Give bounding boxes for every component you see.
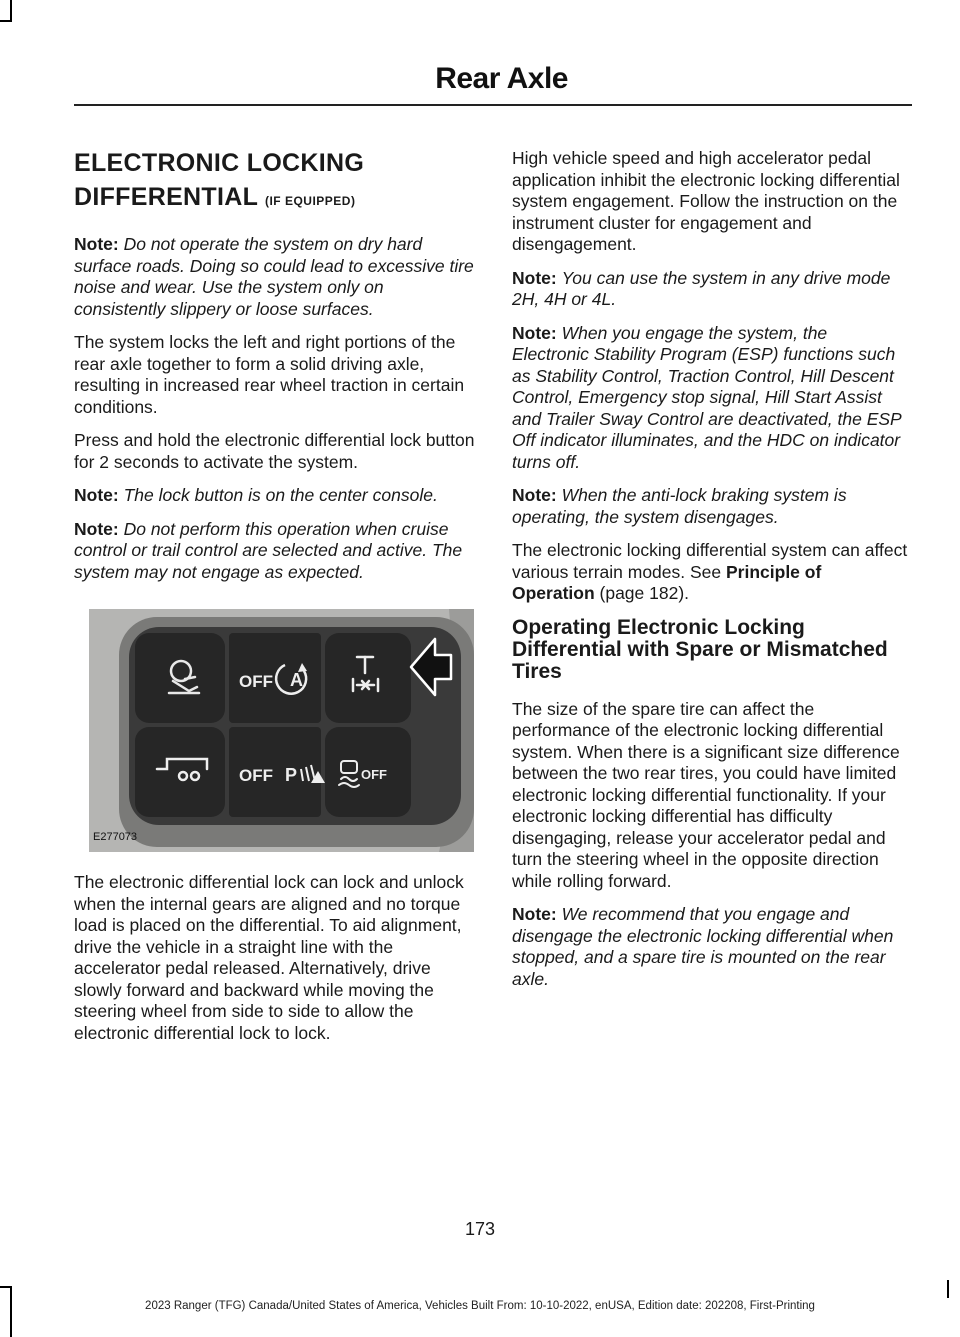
cross-reference-link[interactable]: Principle of Operation — [512, 561, 822, 603]
section-title-text: ELECTRONIC LOCKING DIFFERENTIAL — [74, 149, 365, 211]
note-text: Do not operate the system on dry hard surface roads. Doing so could lead to excessive tire noise and wear. Use the system only on consistently slippery or loose surfaces. — [74, 234, 474, 319]
paragraph: High vehicle speed and high accelerator pedal application inhibit the electronic locking differential system engagement. Follow the instruction on the instrument cluster for engagement and disengagement. — [512, 148, 900, 254]
paragraph-text: The electronic locking differential system can affect various terrain modes. See — [512, 540, 908, 582]
note — [74, 485, 476, 507]
note-text: Do not perform this operation when cruise control or trail control are selected and active. The system may not engage as expected. — [74, 518, 463, 582]
auto-stop-a-label: A — [290, 670, 303, 690]
note-label: Note: — [74, 234, 119, 254]
note-text: When the anti-lock braking system is operating, the system disengages. — [512, 485, 847, 527]
note — [74, 519, 476, 584]
crop-mark — [0, 1286, 12, 1288]
center-console-switch-figure — [89, 609, 474, 852]
crop-mark — [10, 0, 12, 22]
paragraph: The size of the spare tire can affect the performance of the electronic locking differential system. When there is a significant size difference between the two rear tires, you could have limited electronic locking differential functionality. If your electronic locking differential has difficulty disengaging, release your accelerator pedal and turn the steering wheel in the opposite direction while rolling forward. — [512, 698, 900, 891]
auto-stop-off-label: OFF — [239, 672, 273, 691]
note — [74, 234, 476, 320]
subheading: Operating Electronic Locking Differential with Spare or Mismatched Tires — [512, 615, 888, 683]
note — [512, 323, 908, 474]
page-number: 173 — [464, 1219, 496, 1239]
section-title-suffix: (IF EQUIPPED) — [264, 194, 356, 208]
section-title — [74, 146, 476, 218]
left-column — [74, 146, 476, 1056]
note-text: The lock button is on the center console. — [123, 485, 438, 505]
note-label: Note: — [74, 518, 119, 539]
paragraph — [512, 540, 908, 605]
note-label: Note: — [512, 322, 557, 343]
note-label: Note: — [74, 485, 119, 505]
note — [512, 268, 908, 311]
hill-descent-button[interactable] — [135, 633, 225, 723]
page-header-title: Rear Axle — [435, 62, 568, 95]
parking-off-label: OFF — [239, 766, 273, 785]
crop-mark — [947, 1280, 949, 1298]
right-column — [512, 148, 908, 1002]
note-text: When you engage the system, the Electronic Stability Program (ESP) functions such as Stability Control, Traction Control, Hill Descent Control, Emergency stop signal, Hill Start Assist and Trailer Sway Control are deactivated, the ESP Off indicator illuminates, and the HDC on indicator turns off. — [512, 322, 902, 472]
electronic-locking-differential-button[interactable] — [325, 633, 411, 723]
note-text: You can use the system in any drive mode 2H, 4H or 4L. — [512, 267, 891, 309]
page-reference: (page 182). — [594, 583, 690, 603]
traction-off-label: OFF — [361, 767, 387, 782]
parking-p-label: P — [285, 765, 298, 785]
header-rule — [74, 104, 912, 106]
figure-code: E277073 — [93, 830, 138, 843]
switch-panel-illustration — [89, 609, 474, 852]
paragraph: The system locks the left and right portions of the rear axle together to form a solid driving axle, resulting in increased rear wheel traction in certain conditions. — [74, 332, 465, 417]
note-label: Note: — [512, 485, 557, 505]
note-label: Note: — [512, 904, 557, 924]
note — [512, 904, 908, 990]
footer-text: 2023 Ranger (TFG) Canada/United States of America, Vehicles Built From: 10-10-2022, enUSA, Edition date: 202208, First-Printing — [145, 1300, 815, 1312]
crop-mark — [0, 20, 12, 22]
paragraph: Press and hold the electronic differential lock button for 2 seconds to activate the system. — [74, 430, 475, 472]
paragraph: The electronic differential lock can lock and unlock when the internal gears are aligned and no torque load is placed on the differential. To aid alignment, drive the vehicle in a straight line with the accelerator pedal released. Alternatively, drive slowly forward and backward while moving the steering wheel from side to side to allow the electronic differential lock to lock. — [74, 872, 464, 1043]
note-text: We recommend that you engage and disengage the electronic locking differential when stopped, and a spare tire is mounted on the rear axle. — [512, 904, 894, 989]
note — [512, 485, 908, 528]
note-label: Note: — [512, 267, 557, 288]
